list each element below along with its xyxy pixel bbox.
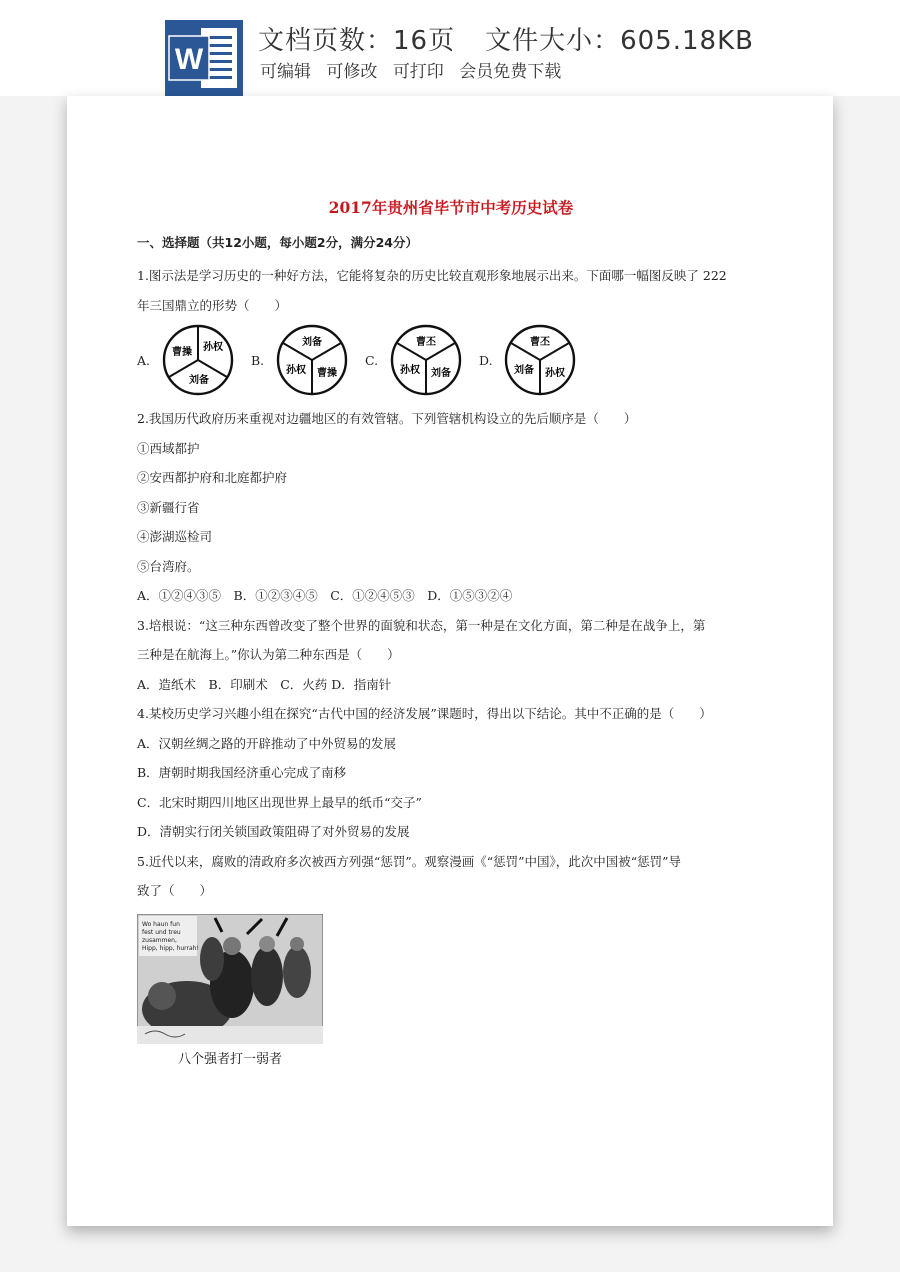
- svg-text:刘备: 刘备: [302, 337, 322, 348]
- svg-text:Hipp, hipp, hurrah!: Hipp, hipp, hurrah!: [142, 944, 199, 952]
- download-banner: [0, 0, 900, 96]
- feature-editable: 可编辑: [260, 62, 311, 82]
- document-body: [137, 196, 765, 1067]
- question-1-options: [137, 322, 765, 398]
- question-5-line-2: 致了（ ）: [137, 883, 213, 898]
- file-info: [258, 20, 754, 57]
- question-2-item-2: ②安西都护府和北庭都护府: [137, 470, 288, 485]
- option-label: A.: [137, 352, 151, 368]
- punishment-cartoon-image: [137, 914, 323, 1044]
- svg-text:孙权: 孙权: [203, 342, 223, 353]
- question-4-option-a: A．汉朝丝绸之路的开辟推动了中外贸易的发展: [137, 735, 397, 751]
- option-label: C.: [365, 352, 379, 368]
- pie-diagram-b: [275, 323, 349, 397]
- svg-text:刘备: 刘备: [189, 375, 209, 386]
- question-4-stem: 4.某校历史学习兴趣小组在探究“古代中国的经济发展”课题时，得出以下结论。其中不正确的是（ ）: [137, 706, 712, 721]
- question-4-option-b: B．唐朝时期我国经济重心完成了南移: [137, 765, 347, 780]
- svg-text:曹操: 曹操: [317, 368, 337, 379]
- question-2-options: A．①②④③⑤ B．①②③④⑤ C．①②④⑤③ D．①⑤③②④: [137, 588, 513, 603]
- question-2-item-1: ①西域都护: [137, 440, 200, 456]
- question-4-option-c: C．北宋时期四川地区出现世界上最早的纸币“交子”: [137, 794, 422, 810]
- question-2-stem: 2.我国历代政府历来重视对边疆地区的有效管辖。下列管辖机构设立的先后顺序是（ ）: [137, 411, 637, 426]
- svg-text:曹丕: 曹丕: [530, 337, 550, 348]
- option-label: D.: [479, 352, 493, 368]
- option-a[interactable]: [137, 323, 235, 397]
- question-2-item-3: ③新疆行省: [137, 499, 200, 515]
- section-heading: 一、选择题（共12小题，每小题2分，满分24分）: [137, 235, 418, 250]
- svg-text:Wo haun fun: Wo haun fun: [142, 920, 180, 928]
- cartoon-caption: 八个强者打一弱者: [177, 1051, 282, 1067]
- option-d[interactable]: [479, 323, 577, 397]
- question-5-line-1: 5.近代以来，腐败的清政府多次被西方列强“惩罚”。观察漫画《“惩罚”中国》，此次中国被“惩罚”导: [137, 853, 682, 869]
- file-size-text: 文件大小：605.18KB: [485, 26, 754, 56]
- feature-list: [260, 57, 571, 82]
- pie-diagram-a: [161, 323, 235, 397]
- question-4-option-d: D．清朝实行闭关锁国政策阻碍了对外贸易的发展: [137, 824, 410, 839]
- option-c[interactable]: [365, 323, 463, 397]
- pie-diagram-d: [503, 323, 577, 397]
- page-count-text: 文档页数：16页: [258, 26, 456, 56]
- pie-diagram-c: [389, 323, 463, 397]
- feature-modifiable: 可修改: [326, 62, 378, 82]
- question-3-line-2: 三种是在航海上。”你认为第二种东西是（ ）: [137, 647, 400, 662]
- svg-text:zusammen,: zusammen,: [142, 936, 177, 944]
- svg-text:W: W: [174, 43, 204, 76]
- feature-member-download[interactable]: 会员免费下载: [459, 62, 562, 82]
- option-label: B.: [251, 352, 265, 368]
- option-b[interactable]: [251, 323, 349, 397]
- word-document-icon: [165, 20, 243, 96]
- svg-text:fest und treu: fest und treu: [142, 928, 181, 936]
- question-1-line-2: 年三国鼎立的形势（ ）: [137, 297, 288, 313]
- svg-text:刘备: 刘备: [431, 368, 451, 379]
- cartoon-figure: [137, 914, 323, 1067]
- question-3-line-1: 3.培根说：“这三种东西曾改变了整个世界的面貌和状态，第一种是在文化方面，第二种是在战争上，第: [137, 617, 706, 633]
- document-page: [67, 96, 833, 1226]
- svg-text:曹操: 曹操: [172, 347, 192, 358]
- svg-text:曹丕: 曹丕: [416, 337, 436, 348]
- svg-text:刘备: 刘备: [514, 365, 534, 376]
- feature-printable: 可打印: [392, 62, 444, 82]
- question-2-item-4: ④澎湖巡检司: [137, 529, 213, 544]
- question-2-item-5: ⑤台湾府。: [137, 558, 200, 574]
- svg-text:孙权: 孙权: [400, 365, 420, 376]
- svg-text:孙权: 孙权: [286, 365, 306, 376]
- question-1-line-1: 1.图示法是学习历史的一种好方法，它能将复杂的历史比较直观形象地展示出来。下面哪一幅图反映了 222: [137, 268, 727, 283]
- exam-title: 2017年贵州省毕节市中考历史试卷: [328, 198, 574, 217]
- svg-text:孙权: 孙权: [545, 368, 565, 379]
- question-3-options: A．造纸术 B．印刷术 C．火药 D．指南针: [137, 676, 392, 692]
